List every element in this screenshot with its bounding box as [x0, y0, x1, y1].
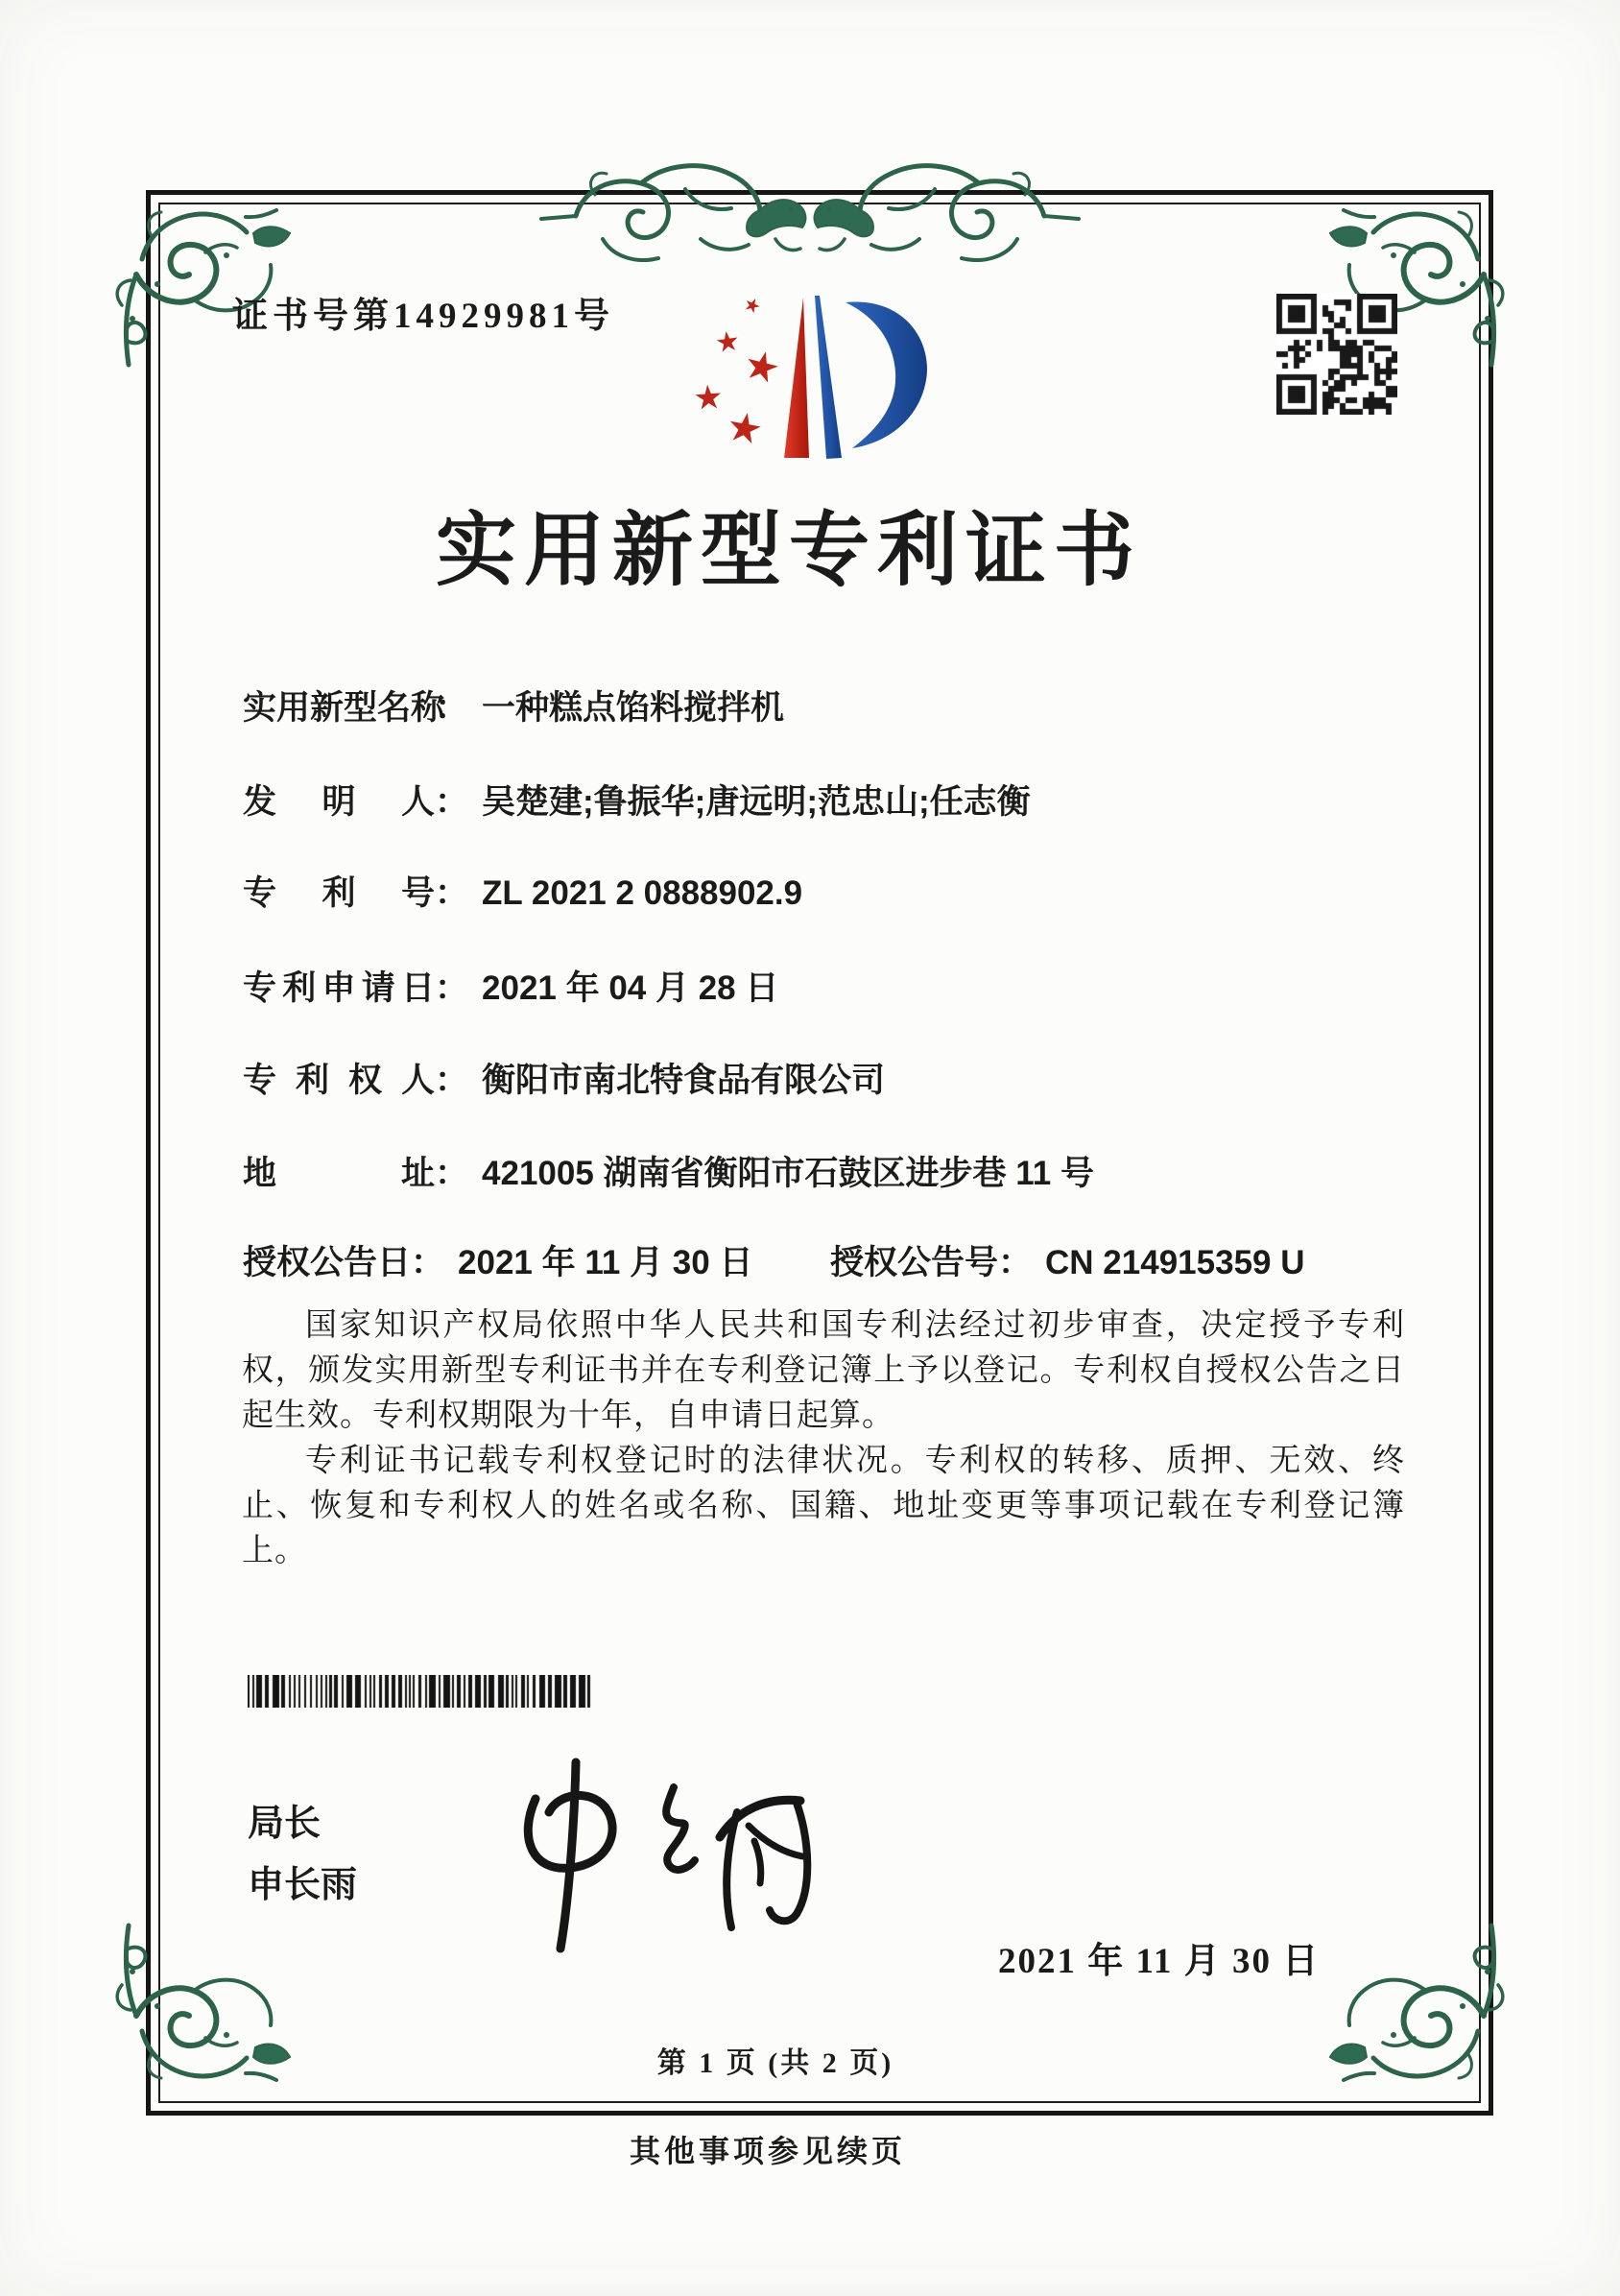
legal-statement — [242, 1303, 1405, 1574]
continuation-note: 其他事项参见续页 — [629, 2134, 907, 2168]
field-row-utility-model-name — [243, 682, 784, 729]
field-value: 2021 年 04 月 28 日 — [482, 969, 779, 1007]
field-colon: ： — [435, 1062, 469, 1099]
logo-red-wedge — [784, 298, 809, 458]
qr-code — [1276, 294, 1397, 415]
grant-number-pair — [830, 1236, 1305, 1284]
field-row-filing-date — [243, 962, 778, 1010]
field-label: 授权公告号 — [830, 1244, 999, 1281]
field-label: 专利权人 — [243, 1062, 435, 1099]
field-row-patent-number — [243, 867, 802, 915]
page-indicator: 第 1 页 (共 2 页) — [656, 2047, 894, 2079]
legal-paragraph-2: 专利证书记载专利权登记时的法律状况。专利权的转移、质押、无效、终止、恢复和专利权人的姓名或名称、国籍、地址变更等事项记载在专利登记簿上。 — [242, 1444, 1405, 1568]
field-value: CN 214915359 U — [1045, 1244, 1305, 1281]
field-value: 2021 年 11 月 30 日 — [458, 1244, 753, 1281]
field-colon: ： — [411, 1244, 445, 1281]
corner-ornament-top-left — [111, 186, 294, 369]
corner-ornament-bottom-left — [111, 1922, 294, 2104]
field-colon: ： — [435, 969, 469, 1007]
field-row-patentee — [243, 1054, 885, 1102]
director-title: 局长 — [248, 1804, 322, 1844]
logo-blue-bar — [815, 296, 842, 459]
field-value: ZL 2021 2 0888902.9 — [482, 874, 803, 912]
field-colon: ： — [435, 783, 469, 821]
field-label: 发明人 — [243, 783, 435, 821]
corner-ornament-bottom-right — [1326, 1922, 1509, 2104]
field-value: 衡阳市南北特食品有限公司 — [482, 1062, 886, 1099]
field-colon: ： — [998, 1244, 1033, 1281]
field-row-inventors — [243, 776, 1031, 824]
logo-blue-bowl — [846, 301, 927, 448]
issue-date: 2021 年 11 月 30 日 — [998, 1942, 1321, 1981]
field-colon: ： — [435, 874, 469, 912]
field-value: 421005 湖南省衡阳市石鼓区进步巷 11 号 — [482, 1155, 1094, 1192]
certificate-title: 实用新型专利证书 — [435, 507, 1143, 596]
field-label: 授权公告日 — [243, 1244, 412, 1281]
certificate-number: 证书号第14929981号 — [232, 297, 614, 336]
barcode — [248, 1675, 595, 1708]
handwritten-signature — [432, 1749, 835, 1960]
field-colon: ： — [435, 689, 469, 727]
cnipa-patent-logo — [649, 269, 937, 474]
field-value: 吴楚建;鲁振华;唐远明;范忠山;任志衡 — [482, 783, 1031, 821]
field-colon: ： — [435, 1155, 469, 1192]
field-value: 一种糕点馅料搅拌机 — [482, 689, 785, 727]
field-label: 专利号 — [243, 874, 435, 912]
field-label: 地址 — [243, 1155, 435, 1192]
director-name: 申长雨 — [248, 1865, 358, 1905]
logo-stars — [695, 296, 781, 444]
grant-date-pair — [243, 1244, 752, 1281]
field-label: 专利申请日 — [243, 969, 435, 1007]
twin-dragon-ornament — [539, 140, 1081, 275]
field-label: 实用新型名称 — [243, 689, 445, 727]
legal-paragraph-1: 国家知识产权局依照中华人民共和国专利法经过初步审查，决定授予专利权，颁发实用新型专利证书并在专利登记簿上予以登记。专利权自授权公告之日起生效。专利权期限为十年，自申请日起算。 — [242, 1308, 1405, 1433]
field-row-grant — [243, 1236, 1404, 1284]
director-block — [248, 1793, 357, 1916]
field-row-address — [243, 1147, 1094, 1195]
